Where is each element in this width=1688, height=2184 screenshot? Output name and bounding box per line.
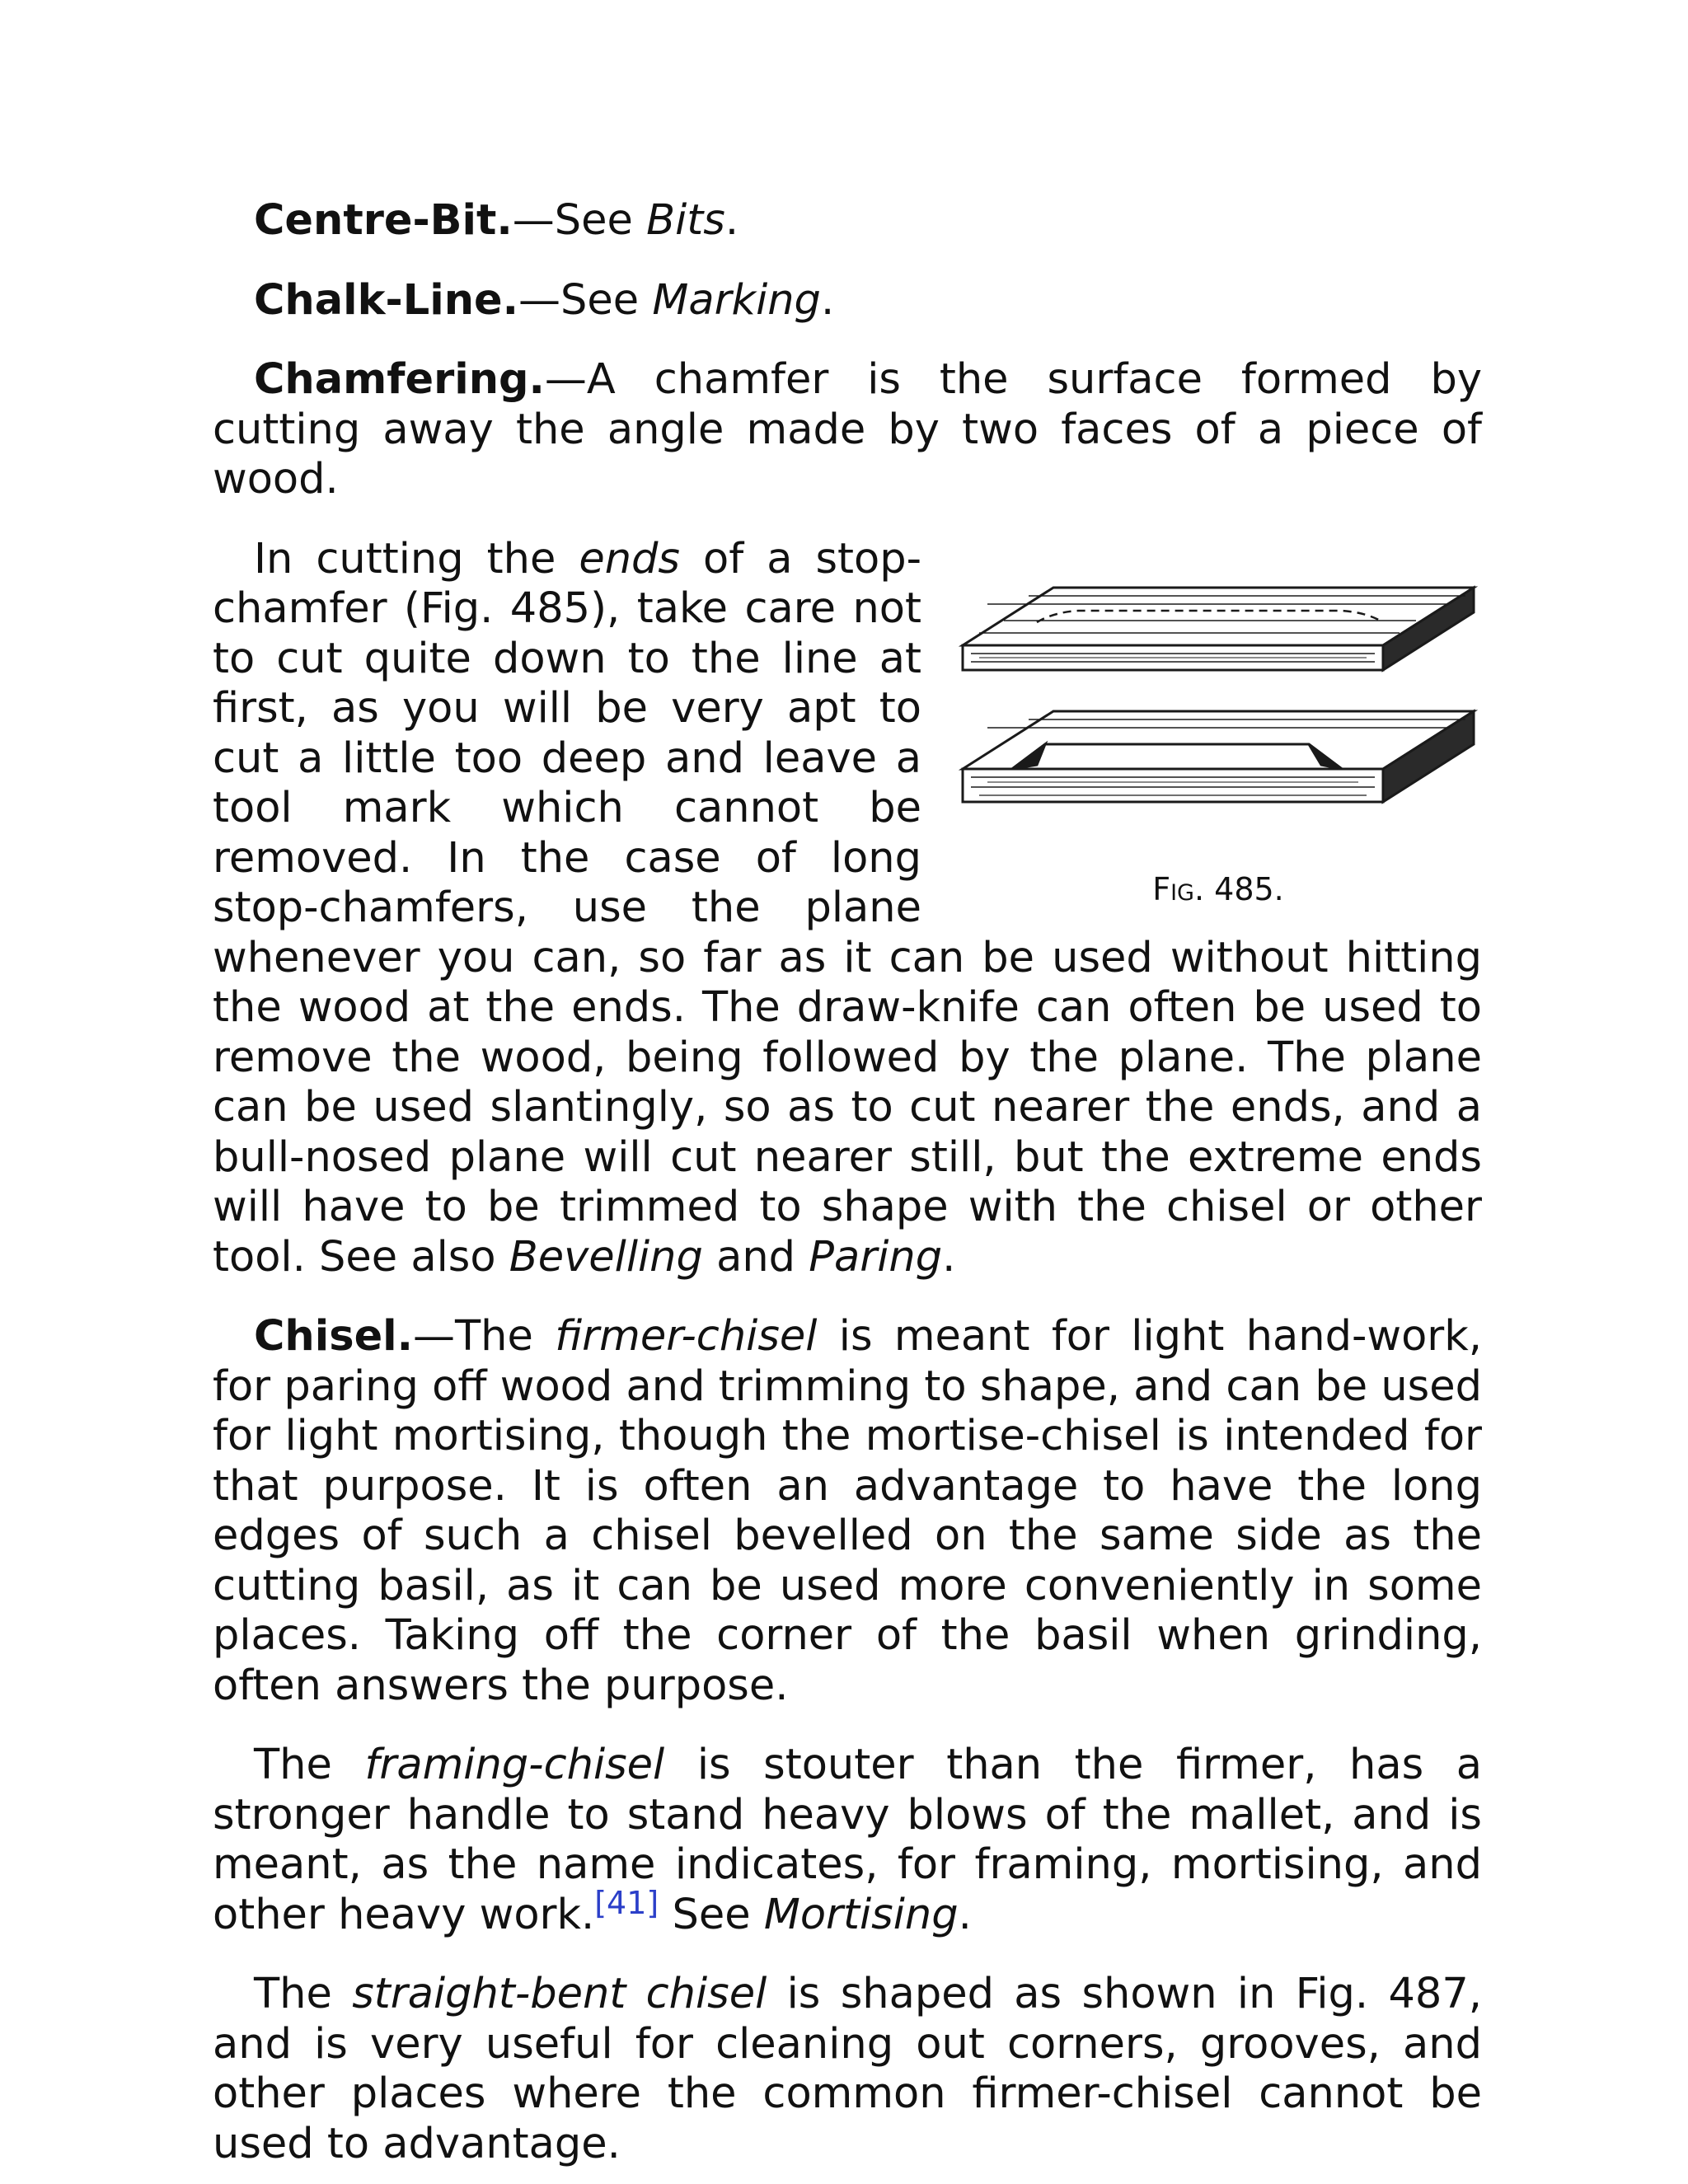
page-content — [213, 196, 1482, 2169]
see-text: —See — [512, 196, 647, 245]
text-span: of a stop-chamfer (Fig. 485), take care not to cut quite down to the line at first, as you will be very apt to cut a little too deep and leave a tool mark which cannot be removed. In the case of long stop-chamfers, use the plane whenever you can, so far as it can be used without hitting the wood at the ends. The draw-knife can often be used to remove the wood, being followed by the plane. The plane can be used slantingly, so as to cut nearer the ends, and a bull-nosed plane will cut nearer still, but the extreme ends will have to be trimmed to shape with the chisel or other tool. See also — [213, 534, 1482, 1282]
figure-485 — [954, 546, 1482, 907]
entry-chalk-line — [213, 276, 1482, 326]
text-span: and — [702, 1232, 809, 1282]
italic-straight-bent-chisel: straight-bent chisel — [352, 1970, 767, 2018]
figure-caption — [954, 871, 1482, 907]
ref-bevelling: Bevelling — [509, 1232, 703, 1282]
caption-number: . 485. — [1193, 870, 1284, 907]
text-span: —The — [413, 1312, 556, 1361]
entry-straight-bent-chisel — [213, 1970, 1482, 2169]
italic-ends: ends — [579, 534, 680, 583]
term-chamfering: Chamfering. — [254, 355, 545, 404]
ref-marking: Marking — [652, 275, 821, 325]
entry-centre-bit — [213, 196, 1482, 246]
entry-framing-chisel — [213, 1741, 1482, 1940]
stop-chamfer-illustration — [954, 546, 1482, 860]
chamfering-text: —A chamfer is the surface formed by cutting away the angle made by two faces of a piece of wood. — [213, 355, 1482, 504]
entry-chisel — [213, 1312, 1482, 1711]
text-span: is stouter than the firmer, has a stronger handle to stand heavy blows of the mallet, and is meant, as the name indicates, for framing, mortising, and other heavy work. — [213, 1741, 1482, 1939]
period: . — [724, 196, 739, 245]
term-chisel: Chisel. — [254, 1312, 414, 1361]
term-centre-bit: Centre-Bit. — [254, 196, 513, 245]
text-span: is shaped as shown in Fig. 487, and is very useful for cleaning out corners, grooves, and other places where the common firmer-chisel cannot be used to advantage. — [213, 1970, 1482, 2168]
period: . — [942, 1232, 956, 1282]
ref-bits: Bits — [646, 196, 725, 245]
text-span: The — [254, 1741, 365, 1789]
board-bottom — [963, 711, 1474, 802]
ref-mortising: Mortising — [763, 1890, 959, 1939]
term-chalk-line: Chalk-Line. — [254, 275, 518, 325]
italic-framing-chisel: framing-chisel — [364, 1741, 665, 1789]
text-span: The — [254, 1970, 353, 2018]
see-text: —See — [518, 275, 653, 325]
board-top — [963, 588, 1474, 670]
period: . — [820, 275, 835, 325]
italic-firmer-chisel: firmer-chisel — [555, 1312, 818, 1361]
text-span: In cutting the — [254, 534, 579, 583]
caption-prefix: Fig — [1152, 870, 1194, 907]
text-span: See — [659, 1890, 764, 1939]
ref-paring: Paring — [809, 1232, 943, 1282]
period: . — [958, 1890, 972, 1939]
text-span: is meant for light hand-work, for paring off wood and trimming to shape, and can be used for light mortising, though the mortise-chisel is intended for that purpose. It is often an advantage to have the long edges of such a chisel bevelled on the same side as the cutting basil, as it can be used more conveniently in some places. Taking off the corner of the basil when grinding, often answers the purpose. — [213, 1312, 1482, 1710]
footnote-link-41[interactable]: [41] — [594, 1884, 659, 1921]
entry-chamfering — [213, 355, 1482, 505]
